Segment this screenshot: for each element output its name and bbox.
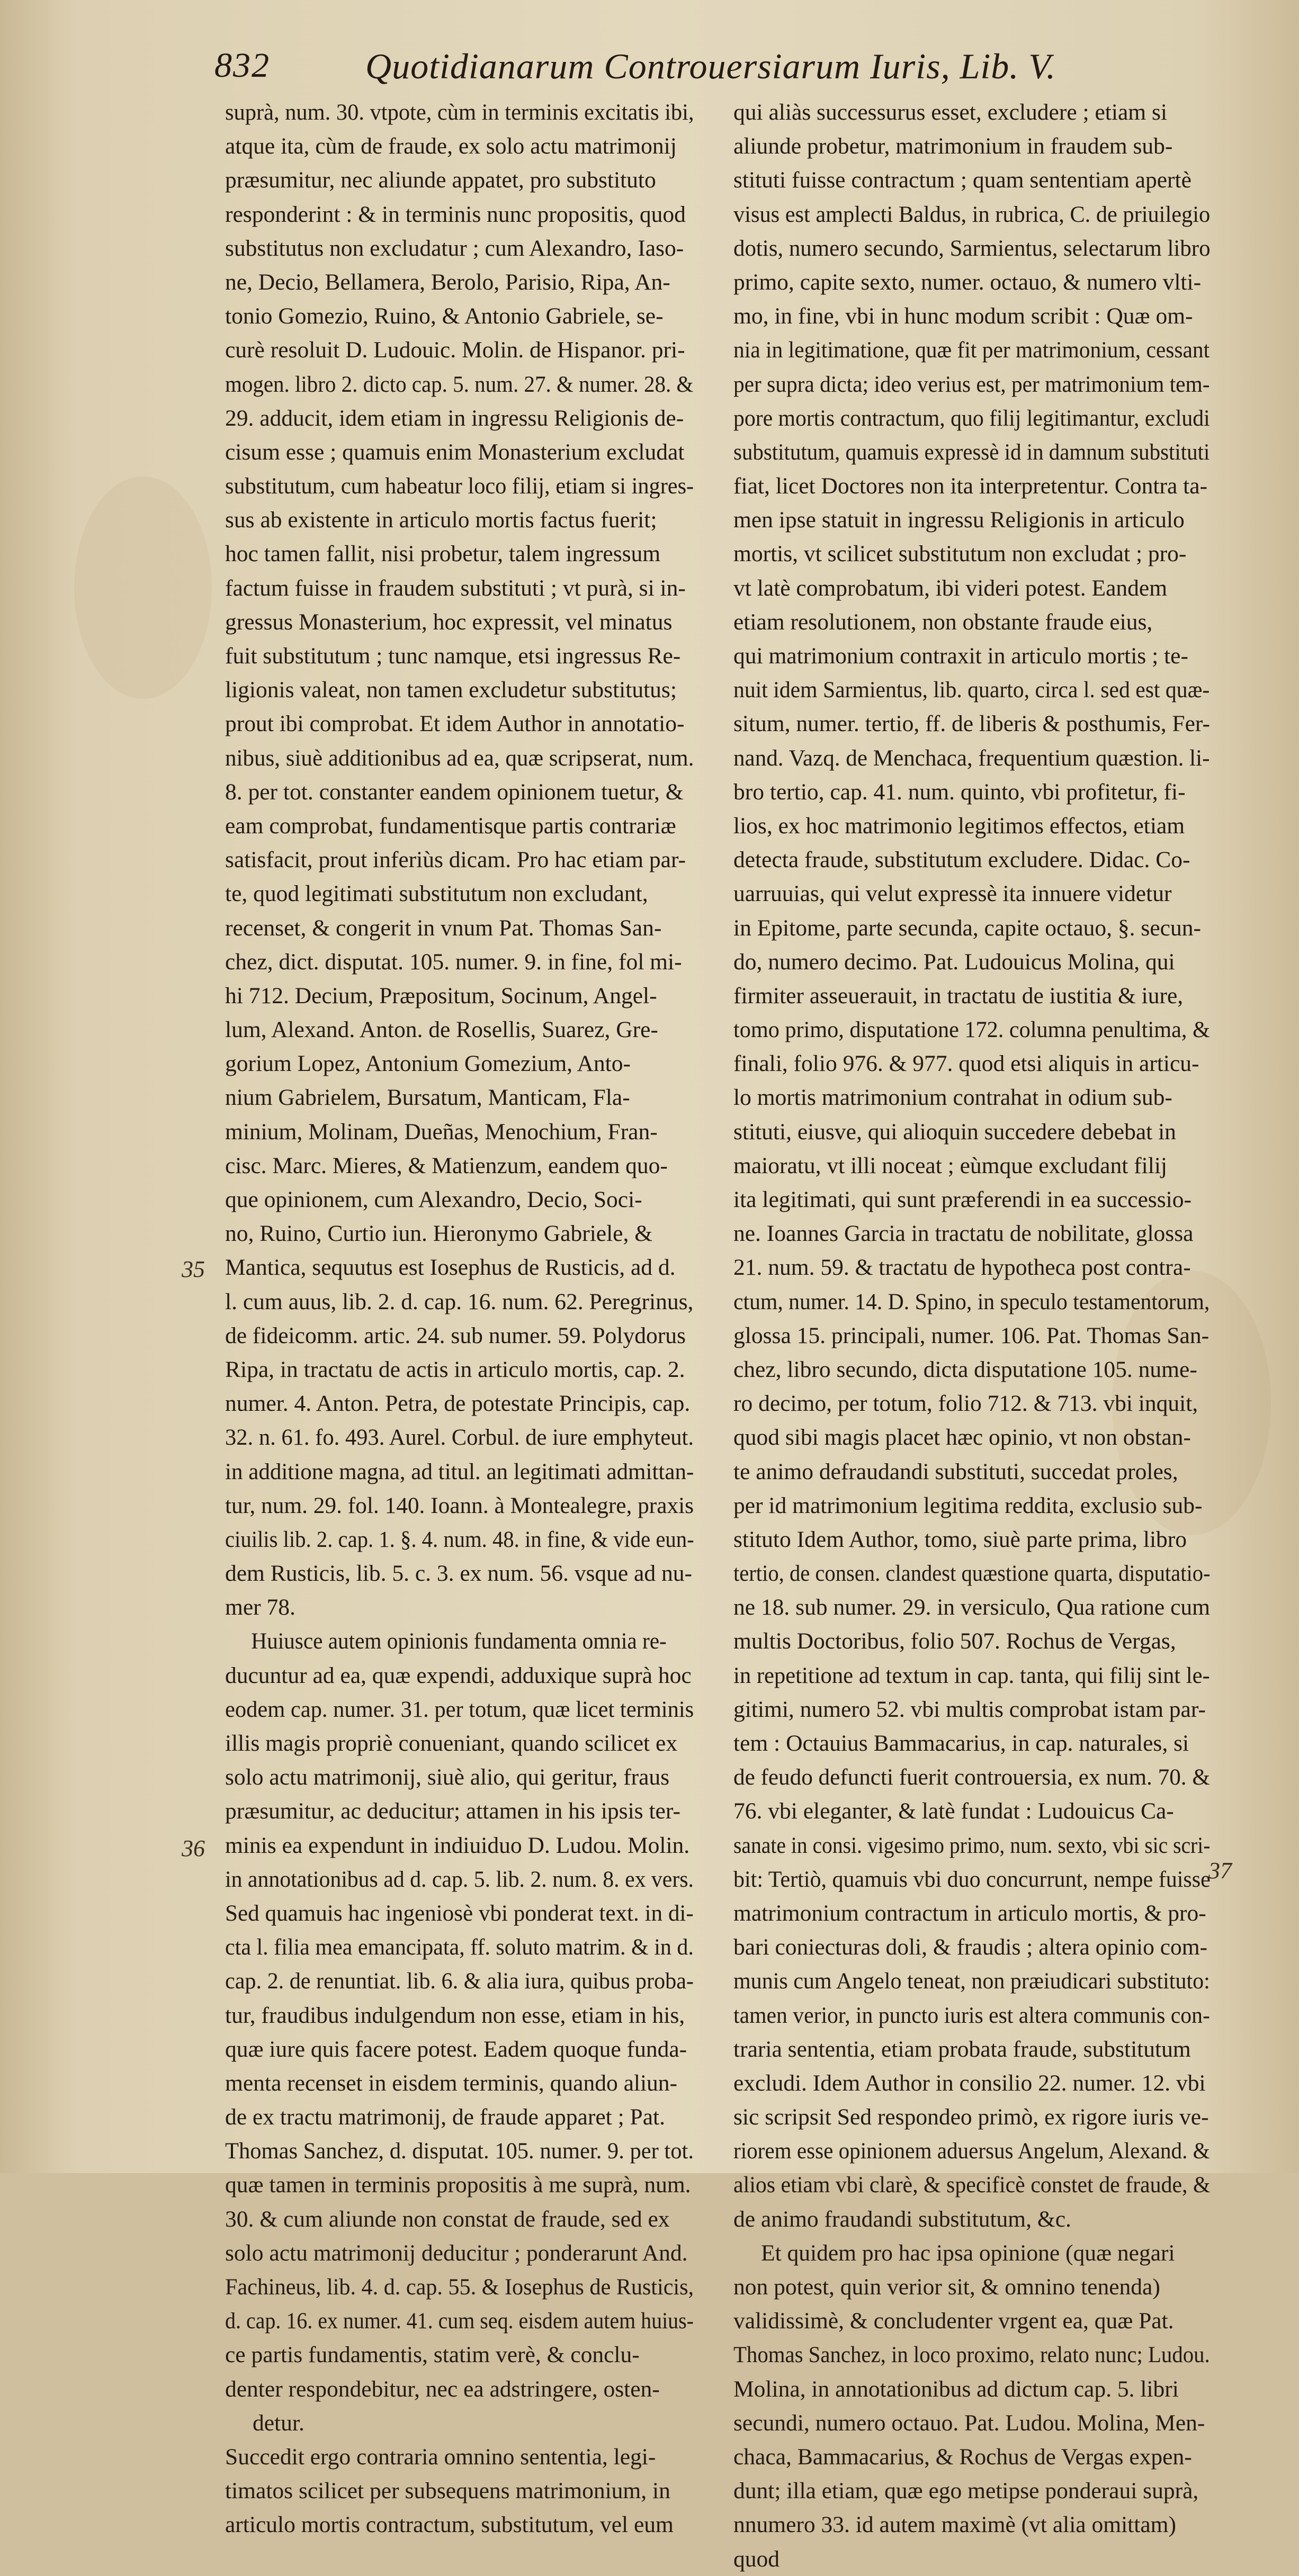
text-line: minium, Molinam, Dueñas, Menochium, Fran- <box>225 1119 658 1145</box>
text-line: tur, num. 29. fol. 140. Ioann. à Montealegre, praxis <box>225 1492 694 1518</box>
text-line: 30. & cum aliunde non constat de fraude, sed ex <box>225 2206 670 2232</box>
text-line: tamen verior, in puncto iuris est altera communis con- <box>733 2002 1210 2028</box>
text-line: 8. per tot. constanter eandem opinionem tuetur, & <box>225 779 684 805</box>
text-line: ne, Decio, Bellamera, Berolo, Parisio, Ripa, An- <box>225 269 670 295</box>
text-line: bro tertio, cap. 41. num. quinto, vbi profitetur, fi- <box>733 779 1186 805</box>
text-line: de animo fraudandi substitutum, &c. <box>733 2206 1071 2232</box>
text-line: Molina, in annotationibus ad dictum cap. 5. libri <box>733 2376 1179 2402</box>
text-line: Succedit ergo contraria omnino sententia, legi- <box>225 2444 656 2470</box>
text-line: ro decimo, per totum, folio 712. & 713. vbi inquit, <box>733 1391 1198 1417</box>
text-line: bit: Tertiò, quamuis vbi duo concurrunt, nempe fuisse <box>733 1866 1211 1892</box>
text-line: Thomas Sanchez, d. disputat. 105. numer. 9. per tot. <box>225 2138 694 2164</box>
text-line: atque ita, cùm de fraude, ex solo actu matrimonij <box>225 133 677 159</box>
text-line: dunt; illa etiam, quæ ego metipse ponderaui suprà, <box>733 2478 1199 2504</box>
text-line: 32. n. 61. fo. 493. Aurel. Corbul. de iure emphyteut. <box>225 1425 694 1451</box>
text-line: minis ea expendunt in indiuiduo D. Ludou. Molin. <box>225 1832 690 1858</box>
text-line: validissimè, & concludenter vrgent ea, quæ Pat. <box>733 2308 1174 2334</box>
text-line: chez, libro secundo, dicta disputatione 105. nume- <box>733 1356 1197 1382</box>
text-line: stituti fuisse contractum ; quam sententiam apertè <box>733 167 1192 193</box>
text-line: prout ibi comprobat. Et idem Author in annotatio- <box>225 711 685 737</box>
text-line: solo actu matrimonij deducitur ; ponderarunt And. <box>225 2240 688 2266</box>
text-line: non potest, quin verior sit, & omnino tenenda) <box>733 2274 1160 2300</box>
text-line: multis Doctoribus, folio 507. Rochus de Vergas, <box>733 1628 1176 1654</box>
text-line: dotis, numero secundo, Sarmientus, selectarum libro <box>733 235 1211 261</box>
text-line: sanate in consi. vigesimo primo, num. sexto, vbi sic scri- <box>733 1832 1211 1858</box>
text-line: Huiusce autem opinionis fundamenta omnia re- <box>251 1628 667 1654</box>
text-line: suprà, num. 30. vtpote, cùm in terminis excitatis ibi, <box>225 100 694 125</box>
text-line: timatos scilicet per subsequens matrimonium, in <box>225 2478 670 2504</box>
left-text-column <box>225 95 694 2538</box>
text-line: nuit idem Sarmientus, lib. quarto, circa l. sed est quæ- <box>733 677 1210 703</box>
text-line: nand. Vazq. de Menchaca, frequentium quæstion. li- <box>733 745 1210 771</box>
text-line: de ex tractu matrimonij, de fraude apparet ; Pat. <box>225 2104 666 2130</box>
text-line: recenset, & congerit in vnum Pat. Thomas San- <box>225 915 662 941</box>
text-line: curè resoluit D. Ludouic. Molin. de Hispanor. pri- <box>225 337 685 363</box>
text-line: firmiter asseuerauit, in tractatu de iustitia & iure, <box>733 983 1184 1008</box>
text-line: quod sibi magis placet hæc opinio, vt non obstan- <box>733 1425 1191 1451</box>
paper-stain <box>74 476 212 699</box>
text-line: riorem esse opinionem aduersus Angelum, Alexand. & <box>733 2138 1210 2164</box>
margin-paragraph-number: 35 <box>182 1256 205 1282</box>
text-line: quod <box>733 2546 780 2572</box>
text-line: quæ iure quis facere potest. Eadem quoque funda- <box>225 2036 687 2062</box>
text-line: ne. Ioannes Garcia in tractatu de nobilitate, glossa <box>733 1221 1194 1247</box>
text-line: ce partis fundamentis, statim verè, & conclu- <box>225 2342 640 2368</box>
text-line: tur, fraudibus indulgendum non esse, etiam in his, <box>225 2002 685 2028</box>
text-line: per supra dicta; ideo verius est, per matrimonium tem- <box>733 371 1210 397</box>
text-line: menta recenset in eisdem terminis, quando aliun- <box>225 2070 678 2096</box>
text-line: excludi. Idem Author in consilio 22. numer. 12. vbi <box>733 2070 1206 2096</box>
text-line: in annotationibus ad d. cap. 5. lib. 2. num. 8. ex vers. <box>225 1866 694 1892</box>
text-line: stituti, eiusve, qui alioquin succedere debebat in <box>733 1119 1176 1145</box>
text-line: aliunde probetur, matrimonium in fraudem sub- <box>733 133 1173 159</box>
text-line: nnumero 33. id autem maximè (vt alia omittam) <box>733 2512 1176 2538</box>
text-line: cap. 2. de renuntiat. lib. 6. & alia iura, quibus proba- <box>225 1968 694 1994</box>
text-line: fuit substitutum ; tunc namque, etsi ingressus Re- <box>225 643 681 669</box>
text-line: hoc tamen fallit, nisi probetur, talem ingressum <box>225 541 661 567</box>
text-line: substitutus non excludatur ; cum Alexandro, Iaso- <box>225 235 684 261</box>
text-line: visus est amplecti Baldus, in rubrica, C. de priuilegio <box>733 201 1211 227</box>
text-line: pore mortis contractum, quo filij legitimantur, excludi <box>733 405 1210 431</box>
text-line: tomo primo, disputatione 172. columna penultima, & <box>733 1017 1210 1043</box>
text-line: denter respondebitur, nec ea adstringere, osten- <box>225 2376 660 2402</box>
text-line: eodem cap. numer. 31. per totum, quæ licet terminis <box>225 1696 694 1722</box>
text-line: mer 78. <box>225 1595 295 1620</box>
text-line: chaca, Bammacarius, & Rochus de Vergas expen- <box>733 2444 1192 2470</box>
text-line: Et quidem pro hac ipsa opinione (quæ negari <box>761 2240 1175 2266</box>
text-line: mo, in fine, vbi in hunc modum scribit : Quæ om- <box>733 303 1193 329</box>
text-line: Mantica, sequutus est Iosephus de Rusticis, ad d. <box>225 1255 676 1281</box>
text-line: mogen. libro 2. dicto cap. 5. num. 27. & numer. 28. & <box>225 371 694 397</box>
text-line: Thomas Sanchez, in loco proximo, relato nunc; Ludou. <box>733 2342 1210 2368</box>
text-line: 21. num. 59. & tractatu de hypotheca post contra- <box>733 1255 1191 1281</box>
text-line: ciuilis lib. 2. cap. 1. §. 4. num. 48. in fine, & vide eun- <box>225 1526 694 1552</box>
text-line: 29. adducit, idem etiam in ingressu Religionis de- <box>225 405 684 431</box>
text-line: 76. vbi eleganter, & latè fundat : Ludouicus Ca- <box>733 1798 1174 1824</box>
text-line: do, numero decimo. Pat. Ludouicus Molina, qui <box>733 949 1175 975</box>
page-number: 832 <box>214 46 270 85</box>
text-line: chez, dict. disputat. 105. numer. 9. in fine, fol mi- <box>225 949 682 975</box>
text-line: cta l. filia mea emancipata, ff. soluto matrim. & in d. <box>225 1934 694 1960</box>
text-line: situm, numer. tertio, ff. de liberis & posthumis, Fer- <box>733 711 1210 737</box>
text-line: hi 712. Decium, Præpositum, Socinum, Angel- <box>225 983 657 1008</box>
running-title: Quotidianarum Controuersiarum Iuris, Lib. V. <box>365 46 1056 86</box>
text-line: stituto Idem Author, tomo, siuè parte prima, libro <box>733 1526 1187 1552</box>
text-line: lios, ex hoc matrimonio legitimos effectos, etiam <box>733 813 1185 839</box>
text-line: substitutum, cum habeatur loco filij, etiam si ingres- <box>225 473 694 499</box>
text-line: tem : Octauius Bammacarius, in cap. naturales, si <box>733 1731 1189 1756</box>
text-line: lum, Alexand. Anton. de Rosellis, Suarez, Gre- <box>225 1017 658 1043</box>
text-line: maioratu, vt illi noceat ; eùmque excludant filij <box>733 1152 1168 1178</box>
text-line: quæ tamen in terminis propositis à me suprà, num. <box>225 2172 691 2198</box>
text-line: uarruuias, qui velut expressè ita innuere videtur <box>733 881 1172 907</box>
text-line: que opinionem, cum Alexandro, Decio, Soci- <box>225 1187 642 1212</box>
page-header <box>214 46 1072 93</box>
text-line: ducuntur ad ea, quæ expendi, adduxique suprà hoc <box>225 1662 692 1688</box>
text-line: mortis, vt scilicet substitutum non excludat ; pro- <box>733 541 1187 567</box>
text-line: secundi, numero octauo. Pat. Ludou. Molina, Men- <box>733 2410 1205 2436</box>
text-line: responderint : & in terminis nunc propositis, quod <box>225 201 686 227</box>
text-line: finali, folio 976. & 977. quod etsi aliquis in articu- <box>733 1051 1199 1077</box>
text-line: nibus, siuè additionibus ad ea, quæ scripserat, num. <box>225 745 694 771</box>
text-line: factum fuisse in fraudem substituti ; vt purà, si in- <box>225 575 686 601</box>
text-line: Ripa, in tractatu de actis in articulo mortis, cap. 2. <box>225 1356 685 1382</box>
text-line: ligionis valeat, non tamen excludetur substitutus; <box>225 677 677 703</box>
text-line: no, Ruino, Curtio iun. Hieronymo Gabriele, & <box>225 1221 653 1247</box>
text-line: præsumitur, nec aliunde appatet, pro substituto <box>225 167 656 193</box>
text-line: l. cum auus, lib. 2. d. cap. 16. num. 62. Peregrinus, <box>225 1289 694 1314</box>
text-line: detecta fraude, substitutum excludere. Didac. Co- <box>733 847 1190 873</box>
text-line: etiam resolutionem, non obstante fraude eius, <box>733 609 1153 635</box>
text-line: Fachineus, lib. 4. d. cap. 55. & Iosephus de Rusticis, <box>225 2274 694 2300</box>
text-line: te animo defraudandi substituti, succedat proles, <box>733 1458 1178 1484</box>
margin-paragraph-number: 37 <box>1208 1858 1232 1884</box>
text-line: nia in legitimatione, quæ fit per matrimonium, cessant <box>733 337 1210 363</box>
text-line: gorium Lopez, Antonium Gomezium, Anto- <box>225 1051 631 1077</box>
text-line: eam comprobat, fundamentisque partis contrariæ <box>225 813 676 839</box>
text-line: gressus Monasterium, hoc expressit, vel minatus <box>225 609 673 635</box>
right-text-column <box>733 95 1211 2572</box>
text-line: illis magis propriè conueniant, quando scilicet ex <box>225 1731 678 1756</box>
text-line: de feudo defuncti fuerit controuersia, ex num. 70. & <box>733 1764 1210 1790</box>
text-line: tertio, de consen. clandest quæstione quarta, disputatio- <box>733 1561 1211 1587</box>
text-line: ne 18. sub numer. 29. in versiculo, Qua ratione cum <box>733 1595 1211 1620</box>
text-line: tonio Gomezio, Ruino, & Antonio Gabriele, se- <box>225 303 664 329</box>
text-line: d. cap. 16. ex numer. 41. cum seq. eisdem autem huius- <box>225 2308 694 2334</box>
text-line: satisfacit, prout inferiùs dicam. Pro hac etiam par- <box>225 847 686 873</box>
text-line: men ipse statuit in ingressu Religionis in articulo <box>733 507 1185 533</box>
text-line: Sed quamuis hac ingeniosè vbi ponderat text. in di- <box>225 1900 694 1926</box>
text-line: ita legitimati, qui sunt præferendi in ea successio- <box>733 1187 1192 1212</box>
text-line: dem Rusticis, lib. 5. c. 3. ex num. 56. vsque ad nu- <box>225 1561 692 1587</box>
text-line: cisc. Marc. Mieres, & Matienzum, eandem quo- <box>225 1152 668 1178</box>
margin-paragraph-number: 36 <box>182 1835 205 1861</box>
text-line: qui matrimonium contraxit in articulo mortis ; te- <box>733 643 1188 669</box>
text-line: solo actu matrimonij, siuè alio, qui geritur, fraus <box>225 1764 670 1790</box>
text-line: substitutum, quamuis expressè id in damnum substituti <box>733 439 1210 465</box>
text-line: qui aliàs successurus esset, excludere ; etiam si <box>733 100 1168 125</box>
text-line: numer. 4. Anton. Petra, de potestate Principis, cap. <box>225 1391 691 1417</box>
text-line: detur. <box>253 2410 304 2436</box>
text-line: matrimonium contractum in articulo mortis, & pro- <box>733 1900 1206 1926</box>
text-line: lo mortis matrimonium contrahat in odium sub- <box>733 1085 1172 1111</box>
text-line: sic scripsit Sed respondeo primò, ex rigore iuris ve- <box>733 2104 1209 2130</box>
text-line: ctum, numer. 14. D. Spino, in speculo testamentorum, <box>733 1289 1210 1314</box>
text-line: te, quod legitimati substitutum non excludant, <box>225 881 648 907</box>
text-line: munis cum Angelo teneat, non præiudicari substituto: <box>733 1968 1210 1994</box>
text-line: vt latè comprobatum, ibi videri potest. Eandem <box>733 575 1168 601</box>
text-line: alios etiam vbi clarè, & specificè constet de fraude, & <box>733 2172 1211 2198</box>
text-line: articulo mortis contractum, substitutum, vel eum <box>225 2512 674 2538</box>
text-line: de fideicomm. artic. 24. sub numer. 59. Polydorus <box>225 1322 686 1348</box>
text-line: gitimi, numero 52. vbi multis comprobat istam par- <box>733 1696 1206 1722</box>
text-line: cisum esse ; quamuis enim Monasterium excludat <box>225 439 685 465</box>
text-line: bari coniecturas doli, & fraudis ; altera opinio com- <box>733 1934 1208 1960</box>
text-line: glossa 15. principali, numer. 106. Pat. Thomas San- <box>733 1322 1210 1348</box>
text-line: nium Gabrielem, Bursatum, Manticam, Fla- <box>225 1085 630 1111</box>
text-line: fiat, licet Doctores non ita interpretentur. Contra ta- <box>733 473 1208 499</box>
text-line: in Epitome, parte secunda, capite octauo, §. secun- <box>733 915 1201 941</box>
text-line: in repetitione ad textum in cap. tanta, qui filij sint le- <box>733 1662 1210 1688</box>
text-line: præsumitur, ac deducitur; attamen in his ipsis ter- <box>225 1798 680 1824</box>
text-line: traria sententia, etiam probata fraude, substitutum <box>733 2036 1191 2062</box>
text-line: per id matrimonium legitima reddita, exclusio sub- <box>733 1492 1203 1518</box>
text-line: primo, capite sexto, numer. octauo, & numero vlti- <box>733 269 1202 295</box>
text-line: in additione magna, ad titul. an legitimati admittan- <box>225 1458 694 1484</box>
text-line: sus ab existente in articulo mortis factus fuerit; <box>225 507 657 533</box>
